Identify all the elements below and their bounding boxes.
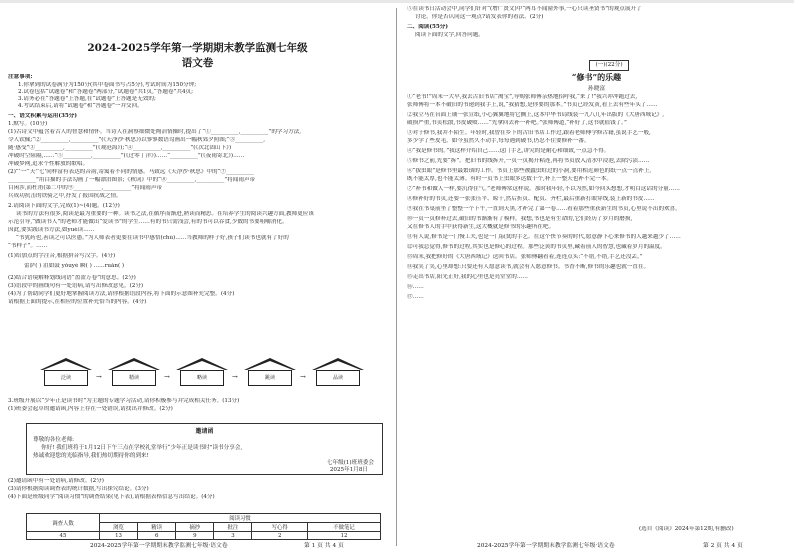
question-line: (1)古诗文中蕴含着古人的智慧和情怀。当诗人在洞察细微处陶冶情操时,提出了“①__________,__________”的学习方法, [8,129,302,135]
table-cell: 2 [252,532,308,540]
diagram-box-4 [244,358,296,386]
notice-item: 3.请务必在“答题卷”上答题,在“试题卷”上答题是无效的; [18,96,156,102]
story-paragraph: ⑫可我总觉得,修书的过程,其实也是修心的过程。那些泛黄的书页里,藏着前人的智慧,也藏着岁月的温度。 [407,244,666,250]
diagram-label: 略读 [180,370,224,386]
question-line: 3.班级开展以“少年正是读书时”为主题的专题学习活动,请你积极参与并完成相关任务。(13分) [8,398,240,404]
diagram-box-2 [108,358,160,386]
question-line: (4)为了帮助同学们更好地掌握阅读方法,请你根据语段内容,将下面的示意图补充完整。(4分) [8,291,235,297]
invitation-body: 热诚欢迎您的光临指导,我们热切期待你的到来! [33,453,149,459]
table-cell: 3 [214,532,252,540]
notice-heading: 注意事项: [8,74,33,80]
story-paragraph: ⑪有人说,修书是一门慢工夫,也是一门寂寞的手艺。在这个快节奏的时代,愿意静下心来修书的人越来越少了…… [407,234,681,240]
story-paragraph: ⑮走出书店,阳光正好,我的心里也是亮堂堂的…… [407,274,529,280]
source-note: (选自《阅读》2024年第12期,有删改) [639,526,734,532]
story-paragraph: ⑧修补好的书页,还要一张张压平、晾干,然后折页、配页、齐栏,最后重新打眼穿线,装上新的书皮…… [407,196,655,202]
passage-line: “书样子”。…… [8,243,48,249]
question-line: 请根据上面的提示,在相应的位置补充恰当的内容。(4分) [8,299,147,305]
diagram-box-5 [312,358,364,386]
diagram-box-3 [176,358,228,386]
section-heading: 一、语文积累与运用(35分) [8,113,78,119]
question-line: (4)下面是班级同学“阅读习惯”的调查结果(见下表),请根据表格信息写出结论。(4分) [8,494,215,500]
story-paragraph: 又在修书人的手中获得新生,这大概就是修书的乐趣所在吧。 [407,224,555,230]
table-group-header: 阅读习惯 [99,514,380,523]
table-header: 精读 [138,523,176,532]
pinyin-line: 蕾萨( ) 沮如鼓 yǒuyé 瞬( ) ……ruǎn( ) [24,263,125,269]
table-header: 摘抄 [176,523,214,532]
story-paragraph: ⑭我笑了笑,心里却想:只要还有人愿意读书,就会有人愿意修书。书香不断,修书的乐趣也就一直在。 [407,264,650,270]
exam-title: 2024-2025学年第一学期期末教学监测七年级 [87,42,308,54]
question-line: (1)班委会起草的邀请函,内容上存在一处错误,请找出并修改。(2分) [8,406,173,412]
page-number: 第 1 页 共 4 页 [304,543,344,549]
question-line: 冲破时空阻隔,……“⑤__________,__________”(《过零丁洋》)……“__________”(《夜雨寄北》)…… [8,153,245,159]
footer-text: 2024-2025学年第一学期期末教学监测七年级·语文卷 [477,543,615,549]
table-header: 浏览 [99,523,137,532]
question-line: 冲破梦网,追求个性解放的歌唱。 [8,161,89,167]
table-cell: 9 [176,532,214,540]
arrow-right-icon: → [96,373,102,381]
question-line: 兵成功抗击的铁骑之中,抒发了报国抗战之情。 [8,193,122,199]
story-paragraph: ③对于修书,我并不陌生。年轻时,我曾在乡下的古旧书店工作过,跟着老师傅学修古籍,虽说手艺一般, [407,130,651,136]
survey-table [26,513,381,540]
question-line: (1)给加点的字注音,根据拼音写汉字。(4分) [8,253,116,259]
question-line: 令人钦佩;“②__________,__________”(《天净沙·秋思》)以寥寥数语勾画出一幅秋郊夕照图;“③__________, [8,137,265,143]
notice-item: 1.你拿到的试卷满分为150分(其中卷面书写占5分),考试时间为150分钟; [18,82,197,88]
diagram-label: 跳读 [248,370,292,386]
question-line: (3)语段中的画线句有一处语病,请写出修改意见。(2分) [8,283,144,289]
arrow-right-icon: → [300,373,306,381]
question-line: (2)邀请函中有一处语病,请修改。(2分) [8,478,104,484]
story-paragraph: ⑦“补书和做人一样,要沉得住气。”老师傅常这样说。那时我年轻,不以为然,如今回头想想,才明白这话的分量…… [407,186,680,192]
question-line: 2.请阅读下面的文字,完成(1)~(4)题。(12分) [8,203,120,209]
question-line: (3)请你根据阅读调查表的统计数据,写出探究结论。(3分) [8,486,149,492]
story-paragraph: 既不能太厚,也不能太薄。有时一页书上虫眼多达数十个,补上一整天也补不完一本。 [407,176,612,182]
question-line: 讨论。你是否认同这一观点?请发表你的看法。(2分) [415,14,544,20]
story-paragraph: ①“老书!”周末一大早,我去古旧书店“淘宝”,导购张师傅亲热地招呼我,“来了!”我兴冲冲跑过去, [407,94,638,100]
table-cell: 45 [27,532,100,540]
invitation-greeting: 尊敬的各位老师: [33,437,75,443]
question-line: 1.默写。(10分) [8,121,48,127]
table-row [27,532,381,540]
question-line: 随·感受”③__________,__________”(《观沧海》);“④__________,__________”(《次北固山下》) [8,145,232,151]
table-cell: 13 [99,532,137,540]
left-page [0,0,395,554]
story-title: “修书”的乐趣 [571,72,622,82]
story-paragraph: ⑩一页一页修补过去,破旧的书渐渐有了模样。我想,书也是有生命的,它们经历了岁月的磨损, [407,216,633,222]
notice-item: 2.试卷包括“试题卷”和“答题卷”两部分,“试题卷”共1页,“答题卷”共4页; [18,89,194,95]
story-paragraph: ⑨我在书桌前坐了整整一个下午,一直到天黑,才补完了第一卷……看着那些重获新生的书页,心里说不出的欢喜。 [407,206,681,212]
question-line: (2)“‘一’‘天’‘七’同样富有表达的音韵,寄寓着不同的情感。马致远《天净沙·秋思》中的“⑦__________ [8,169,255,175]
page-number: 第 2 页 共 4 页 [703,543,743,549]
diagram-label: 泛读 [44,370,88,386]
part-label: (一)(22分) [589,60,629,71]
question-line: ⑤在读书日活动会中,同学们针对“(增广贤文)中“两耳不闻窗外事,一心只读圣贤书”的观点展开了 [407,6,642,12]
passage-line: 因此,要实践读书方法,如yuè读…… [8,227,95,233]
invitation-box [26,423,383,475]
table-cell: 6 [138,532,176,540]
story-author: 孙晓富 [587,86,606,92]
passage-line: 读书的方法有很多,阅读是最为重要的一种。读书之法,在循序而渐进,熟读而精思。在培养学生的阅读兴趣方面,教师更应该 [16,211,314,217]
right-page [399,0,794,554]
table-header: 调查人数 [27,514,100,532]
section-heading: 二、阅读(55分) [407,24,449,30]
invitation-sign: 七年级(1)班班委会 [326,460,374,466]
story-paragraph: ⑥“拔虫眼”是修书里最繁琐的工作。书页上那些被蠹虫蛀过的小洞,要用相近颜色的纸一点一点补上, [407,168,652,174]
diagram-label: 品读 [316,370,360,386]
diagram-box-1 [40,358,92,386]
table-header: 批注 [214,523,252,532]
story-paragraph: 破损严重,书页松散,书皮破败……“先拿回去补一补吧。”张师傅道,“补好了,这书就值钱了。” [407,120,627,126]
passage-line: “书犹药也,善读之可以医愚。”为人师表者更要在读书中感悟(chù)……当教师的样子好,孩子们读书也就有了好的 [16,235,289,241]
story-paragraph: 张师傅将一本不破旧的书递到我手上,说,“我猜想,是你要的那本。”书页已经发黄,看上去有些年头了…… [407,102,658,108]
story-paragraph: ⑬周末,我把修好的《大唐西域记》送回书店。张师傅翻看着,连连点头:“不错,不错,手艺还没丢。” [407,254,643,260]
invitation-date: 2025年1月8日 [329,467,368,473]
story-paragraph: ⑤修书之前,先要“拆”。把旧书的线拆开,一页一页揭开粘连,再将书页放入清水中浸泡,去除污渍…… [407,158,650,164]
arrow-right-icon: → [164,373,170,381]
table-cell: 12 [308,532,381,540]
question-line: 目闲涉,而杜甫(第二中的⑨__________,__________”将闻雨声带 [8,185,163,191]
story-paragraph: ⑰…… [407,294,424,300]
footer-text: 2024-2025学年第一学期期末教学监测七年级·语文卷 [90,543,228,549]
story-paragraph: 多少学了些皮毛。如今虽然久不动手,每每遇到破书,仍忍不住要修补一番。 [407,138,590,144]
diagram-label: 精读 [112,370,156,386]
page-divider [396,8,397,546]
notice-item: 4.考试结束后,请将“试题卷”和“答题卷”一并交回。 [18,103,143,109]
invitation-body: 你好! 我们班将于1月12日下午三点在学校礼堂举行“少年正是读书时”读书分享会, [41,445,243,451]
story-paragraph: ④“我是修书的。”我这样介绍自己……这门手艺,讲究的是耐心和细致,一点急不得。 [407,148,610,154]
reading-instruction: 阅读下面的文字,回答问题。 [415,32,484,38]
arrow-right-icon: → [232,373,238,381]
passage-line: 示范引导,“做读书人”的老师才能做出“爱读书”的学生……有的书只需浅尝,有的书可以吞食,少数的书要咀嚼消化。 [8,219,288,225]
story-paragraph: ②我立马在台面上铺一张宣纸,小心翼翼地将它搁上,这本中华书局线装一九八几年出版的《大唐西域记》, [407,112,665,118]
question-line: (2)结合语境解释划线词语“盈盈万卷”的意思。(2分) [8,275,136,281]
table-header: 写心得 [252,523,308,532]
invitation-title: 邀请函 [195,428,214,435]
story-paragraph: ⑯…… [407,284,424,290]
exam-subtitle: 语文卷 [181,57,214,69]
question-line: __________”用白描的手法勾画了一幅漂泊图景;《秋词》中的“⑧__________,__________”将闻雨声带 [8,177,256,183]
table-header: 不做笔记 [308,523,381,532]
